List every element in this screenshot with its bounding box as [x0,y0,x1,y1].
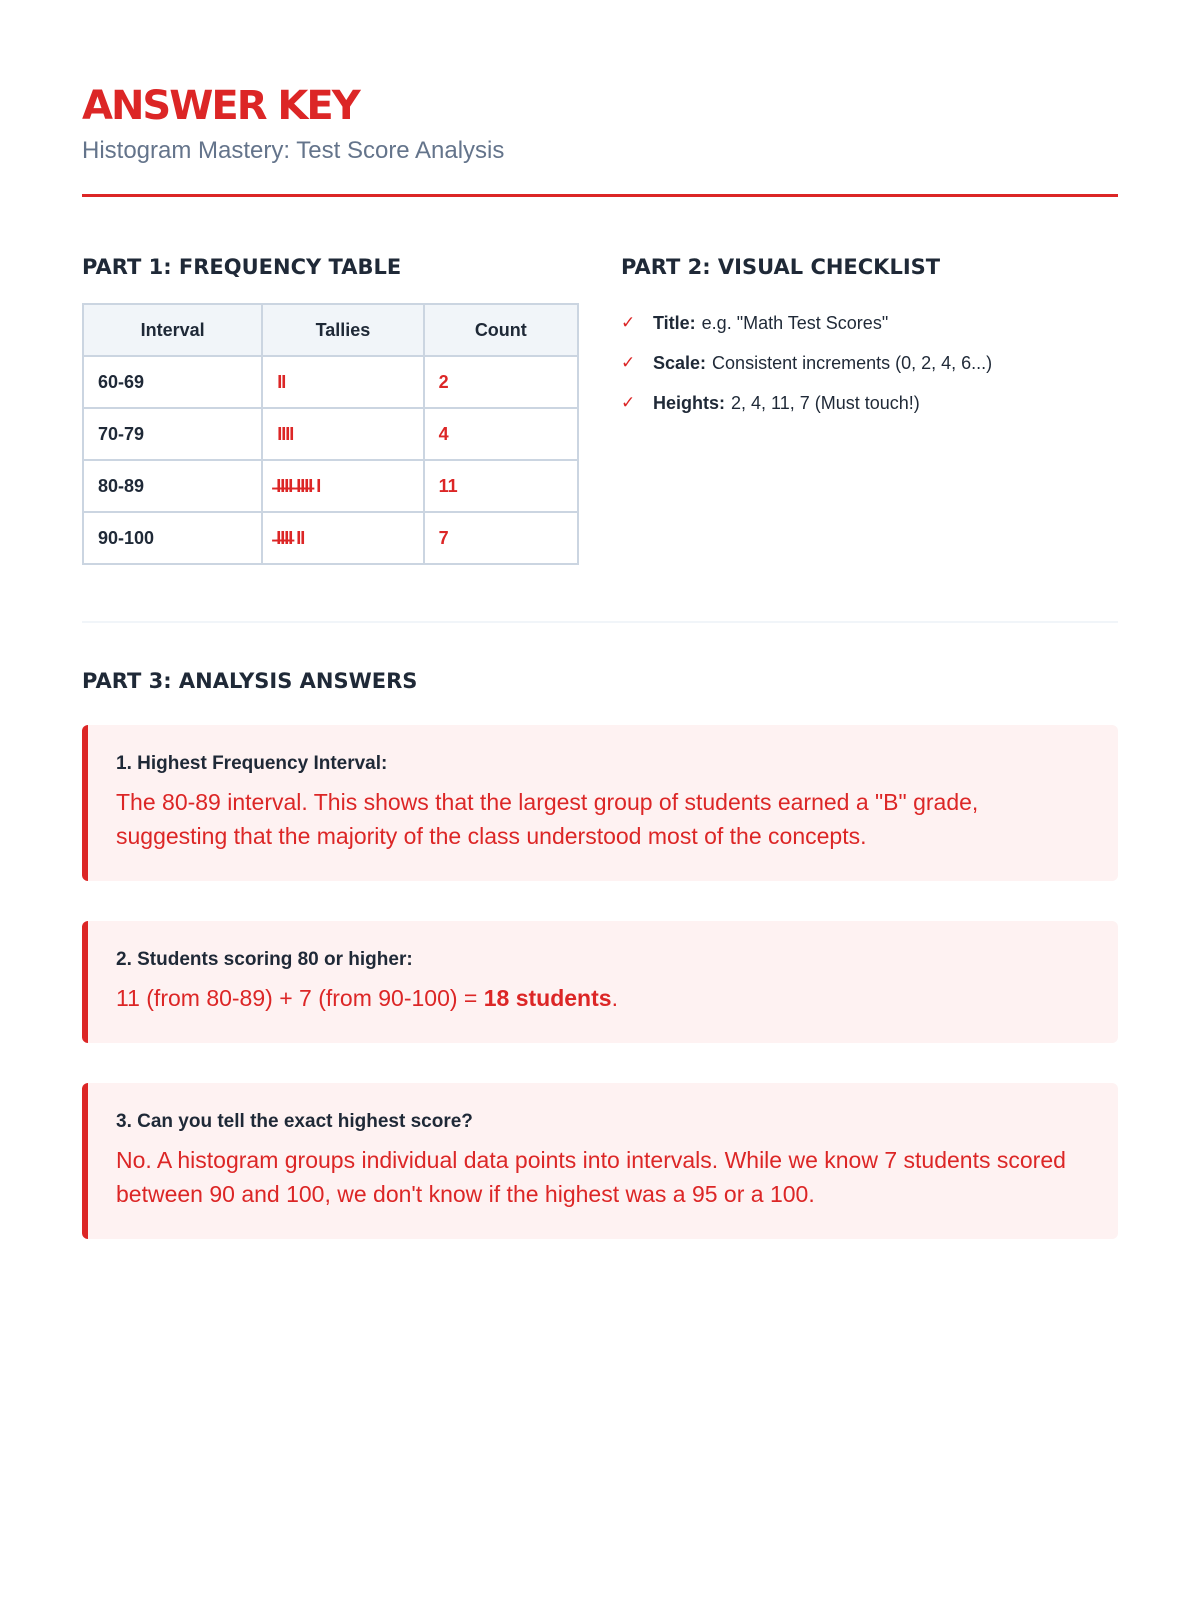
part1-section [82,253,579,565]
tally-cell: IIII [262,408,423,460]
tally-cell: II [262,356,423,408]
column-header-count: Count [424,304,578,356]
tally-cell: ̶I̶I̶I̶I ̶I̶I̶I̶I I [262,460,423,512]
answer-card-2 [82,921,1118,1043]
checklist-item-label: Title: [653,312,696,333]
checklist-item-label: Scale: [653,352,707,373]
column-header-tallies: Tallies [262,304,423,356]
answer-total: 18 students [483,985,612,1011]
table-row [83,512,578,564]
answer-text: No. A histogram groups individual data points into intervals. While we know 7 students scored between 90 and 100, we don't know if the highest was a 95 or a 100. [116,1147,1066,1207]
question-label: 1. Highest Frequency Interval: [116,753,388,774]
section-divider [82,621,1118,623]
count-cell: 2 [424,356,578,408]
count-cell: 7 [424,512,578,564]
interval-cell: 60-69 [83,356,262,408]
checkmark-icon: ✓ [621,313,636,332]
count-cell: 4 [424,408,578,460]
interval-cell: 90-100 [83,512,262,564]
part2-title: PART 2: VISUAL CHECKLIST [621,255,941,279]
frequency-table [82,303,579,565]
part3-title: PART 3: ANALYSIS ANSWERS [82,669,418,693]
visual-checklist [621,303,1118,423]
checklist-item-text: Consistent increments (0, 2, 4, 6...) [712,352,993,373]
checklist-item-text: 2, 4, 11, 7 (Must touch!) [731,392,920,413]
checklist-item-label: Heights: [653,392,725,413]
checklist-item [621,303,1118,343]
checkmark-icon: ✓ [621,393,636,412]
question-label: 3. Can you tell the exact highest score? [116,1111,473,1132]
table-row [83,356,578,408]
part1-title: PART 1: FREQUENCY TABLE [82,255,402,279]
answer-text [116,981,1088,1015]
column-header-interval: Interval [83,304,262,356]
tally-cell: ̶I̶I̶I̶I II [262,512,423,564]
parts-1-2-grid [82,253,1118,565]
checkmark-icon: ✓ [621,353,636,372]
page-title: ANSWER KEY [82,83,359,129]
table-row [83,408,578,460]
question-label: 2. Students scoring 80 or higher: [116,949,413,970]
checklist-item [621,383,1118,423]
table-row [83,460,578,512]
table-header-row [83,304,578,356]
answer-card-1 [82,725,1118,881]
answer-suffix: . [611,985,618,1011]
answer-text: The 80-89 interval. This shows that the largest group of students earned a "B" grade, suggesting that the majority of the class understood most of the concepts. [116,789,979,849]
interval-cell: 80-89 [83,460,262,512]
checklist-item [621,343,1118,383]
part2-section [621,253,1118,565]
answer-card-3 [82,1083,1118,1239]
count-cell: 11 [424,460,578,512]
page-subtitle: Histogram Mastery: Test Score Analysis [82,137,505,164]
interval-cell: 70-79 [83,408,262,460]
answer-prefix: 11 (from 80-89) + 7 (from 90-100) = [116,985,484,1011]
header-divider [82,194,1118,197]
checklist-item-text: e.g. "Math Test Scores" [701,312,889,333]
